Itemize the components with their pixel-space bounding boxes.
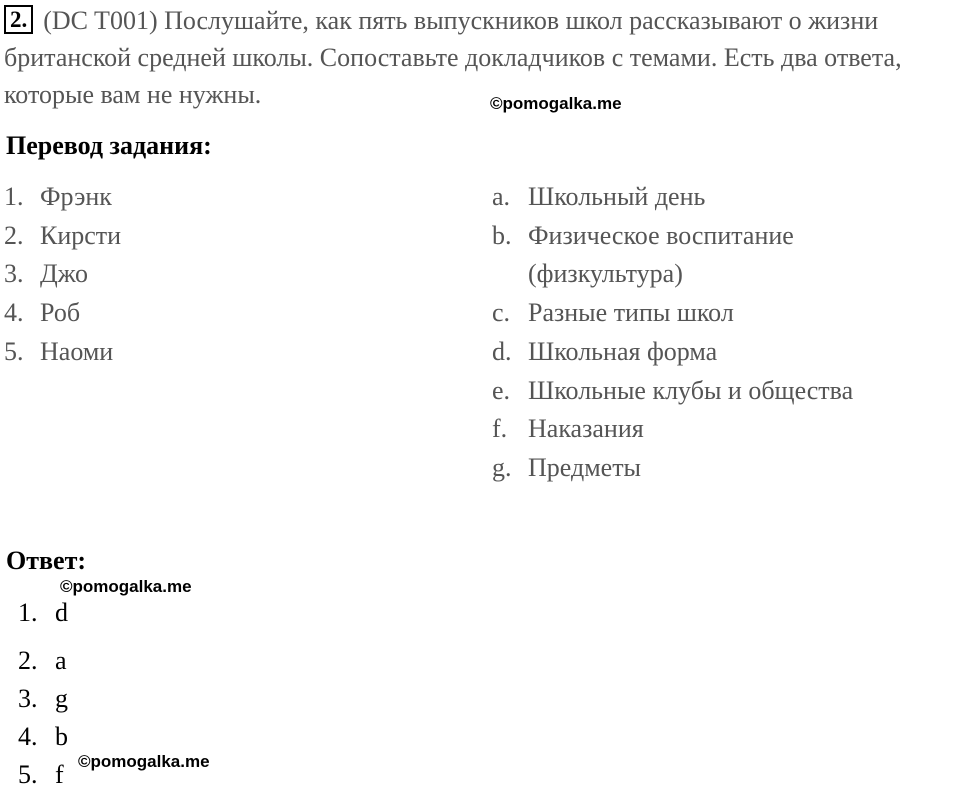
answer-value: a	[55, 646, 67, 675]
topic-item	[492, 294, 912, 333]
watermark: ©pomogalka.me	[60, 577, 192, 596]
answer-item	[18, 646, 67, 676]
translation-heading: Перевод задания:	[6, 131, 212, 160]
topic-marker: d.	[492, 336, 512, 366]
topic-text: Физическое воспитание (физкультура)	[528, 220, 794, 289]
topics-list	[492, 178, 912, 488]
answer-marker: 1.	[18, 598, 38, 627]
topic-item	[492, 333, 912, 372]
topic-text: Школьный день	[528, 182, 706, 211]
answer-marker: 3.	[18, 684, 38, 713]
speaker-name: Джо	[40, 259, 89, 289]
topic-item	[492, 410, 912, 449]
topic-text: Предметы	[528, 452, 642, 482]
topic-item	[492, 217, 912, 294]
answer-value: b	[55, 722, 68, 751]
answer-item	[18, 722, 68, 752]
speaker-item	[4, 217, 444, 256]
task-text: (DC T001) Послушайте, как пять выпускников школ рассказывают о жизни британской средней школы. Сопоставьте докладчиков с темами. Есть два ответа, которые вам не нужны.	[4, 6, 902, 109]
speaker-marker: 4.	[4, 298, 24, 328]
watermark: ©pomogalka.me	[490, 94, 622, 113]
task-number: 2.	[4, 5, 33, 34]
topic-marker: e.	[492, 375, 511, 405]
speaker-item	[4, 333, 444, 372]
answer-marker: 4.	[18, 722, 38, 751]
answer-marker: 5.	[18, 760, 38, 789]
task-statement	[4, 2, 958, 113]
speaker-item	[4, 178, 444, 217]
topic-text: Разные типы школ	[528, 298, 734, 328]
answer-item	[18, 598, 68, 628]
answer-item	[18, 760, 64, 790]
speaker-item	[4, 294, 444, 333]
speaker-name: Фрэнк	[40, 182, 112, 211]
answer-value: g	[55, 684, 68, 713]
topic-text: Школьные клубы и общества	[528, 375, 854, 405]
topic-marker: c.	[492, 298, 511, 328]
topic-item	[492, 372, 912, 411]
speaker-marker: 5.	[4, 336, 24, 366]
topic-item	[492, 449, 912, 488]
topic-item	[492, 178, 912, 217]
answer-value: d	[55, 598, 68, 627]
speaker-name: Наоми	[40, 336, 114, 366]
topic-marker: g.	[492, 452, 512, 482]
answer-value: f	[55, 760, 64, 789]
speaker-name: Роб	[40, 298, 81, 328]
topic-marker: b.	[492, 220, 512, 250]
watermark: ©pomogalka.me	[78, 752, 210, 771]
speaker-item	[4, 255, 444, 294]
speaker-marker: 3.	[4, 259, 24, 289]
speaker-marker: 2.	[4, 220, 24, 250]
speaker-name: Кирсти	[40, 220, 122, 250]
answer-heading: Ответ:	[6, 546, 87, 575]
topic-text: Школьная форма	[528, 336, 718, 366]
answer-marker: 2.	[18, 646, 38, 675]
answer-item	[18, 684, 68, 714]
speakers-list	[4, 178, 444, 372]
topic-marker: a.	[492, 182, 511, 211]
topic-marker: f.	[492, 414, 508, 444]
topic-text: Наказания	[528, 414, 644, 444]
speaker-marker: 1.	[4, 182, 24, 211]
